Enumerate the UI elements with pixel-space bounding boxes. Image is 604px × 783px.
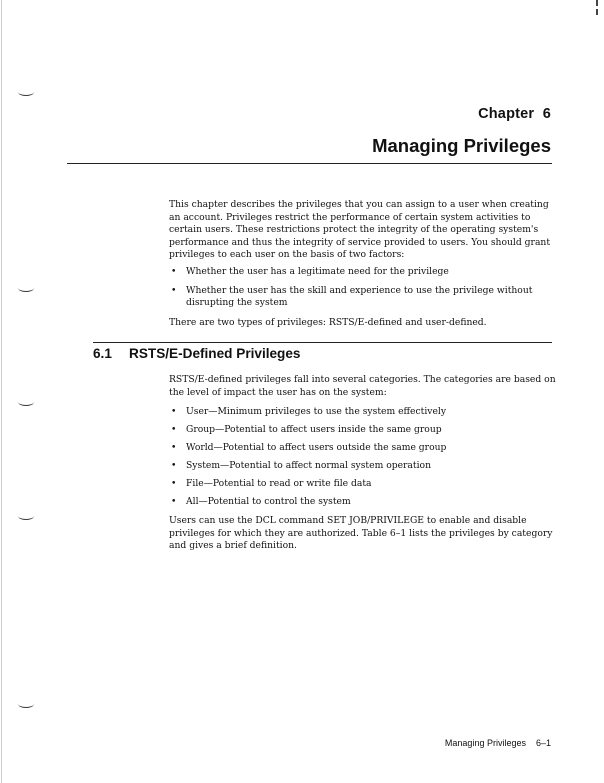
dcl-paragraph: Users can use the DCL command SET JOB/PRIVILEGE to enable and disable privileges for which they are authorized. Table 6–1 lists the privileges by category and gives a brief definition. [169, 515, 553, 552]
list-item: • All—Potential to control the system [169, 496, 561, 509]
footer-title: Managing Privileges [444, 738, 526, 748]
category-list [169, 406, 561, 514]
list-item: • Whether the user has the skill and experience to use the privilege without disrupting the system [169, 285, 561, 310]
binding-hole-mark [18, 398, 34, 406]
section-number: 6.1 [93, 346, 112, 361]
list-item: • User—Minimum privileges to use the system effectively [169, 406, 561, 419]
list-item: • Whether the user has a legitimate need for the privilege [169, 266, 561, 279]
chapter-rule [67, 163, 552, 164]
factor-list [169, 266, 561, 316]
privilege-types-sentence: There are two types of privileges: RSTS/E-defined and user-defined. [169, 317, 487, 328]
scan-corner-tick [596, 0, 598, 6]
section-heading [93, 346, 300, 361]
list-item: • System—Potential to affect normal system operation [169, 460, 561, 473]
page-footer [445, 738, 551, 748]
section-rule [93, 342, 552, 343]
page-number: 6–1 [535, 738, 551, 748]
list-item: • Group—Potential to affect users inside the same group [169, 424, 561, 437]
chapter-label: Chapter 6 [478, 106, 551, 122]
binding-hole-mark [18, 284, 34, 292]
list-item: • File—Potential to read or write file data [169, 478, 561, 491]
binding-hole-mark [18, 700, 34, 708]
section-paragraph: RSTS/E-defined privileges fall into several categories. The categories are based on the level of impact the user has on the system: [169, 374, 556, 398]
scan-corner-tick [596, 9, 598, 15]
scan-edge-line [1, 0, 2, 783]
chapter-title: Managing Privileges [372, 135, 551, 156]
binding-hole-mark [18, 88, 34, 96]
binding-hole-mark [18, 512, 34, 520]
intro-paragraph: This chapter describes the privileges that you can assign to a user when creating an account. Privileges restrict the performance of certain system activities to certain users. These restrictions protect the integrity of the operating system's performance and thus the integrity of service provided to users. You should grant privileges to each user on the basis of two factors: [169, 199, 551, 261]
list-item: • World—Potential to affect users outside the same group [169, 442, 561, 455]
section-title: RSTS/E-Defined Privileges [129, 346, 301, 361]
